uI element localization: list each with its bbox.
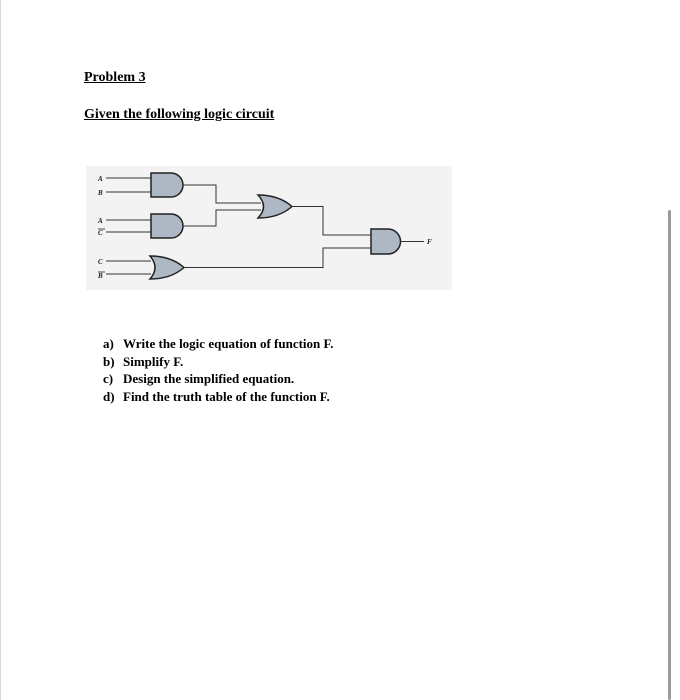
question-list xyxy=(103,335,334,405)
input-label-a2: A xyxy=(98,217,103,225)
logic-circuit-diagram xyxy=(86,166,452,290)
question-text: Write the logic equation of function F. xyxy=(123,336,334,351)
question-letter: d) xyxy=(103,388,115,404)
question-d xyxy=(103,388,334,406)
question-text: Design the simplified equation. xyxy=(123,371,295,386)
question-b xyxy=(103,353,334,371)
input-label-c1: C xyxy=(98,229,103,237)
and-gate-3 xyxy=(371,229,401,254)
question-text: Simplify F. xyxy=(123,353,184,369)
question-letter: a) xyxy=(103,336,114,351)
input-label-a1: A xyxy=(98,175,103,183)
question-text: Find the truth table of the function F. xyxy=(123,388,330,404)
scrollbar-thumb[interactable] xyxy=(668,210,671,700)
and-gate-1 xyxy=(151,173,183,197)
and-gate-2 xyxy=(151,214,183,238)
input-label-c2: C xyxy=(98,258,103,266)
output-label-f: F xyxy=(427,238,432,246)
page-left-border xyxy=(0,0,1,700)
input-label-b1: B xyxy=(98,189,103,197)
diagram-background xyxy=(86,166,452,290)
problem-intro: Given the following logic circuit xyxy=(84,107,275,122)
problem-title: Problem 3 xyxy=(84,70,146,85)
input-label-b2: B xyxy=(98,272,103,280)
question-c xyxy=(103,370,334,388)
question-letter: b) xyxy=(103,353,115,369)
question-a xyxy=(103,335,334,353)
question-letter: c) xyxy=(103,371,114,386)
